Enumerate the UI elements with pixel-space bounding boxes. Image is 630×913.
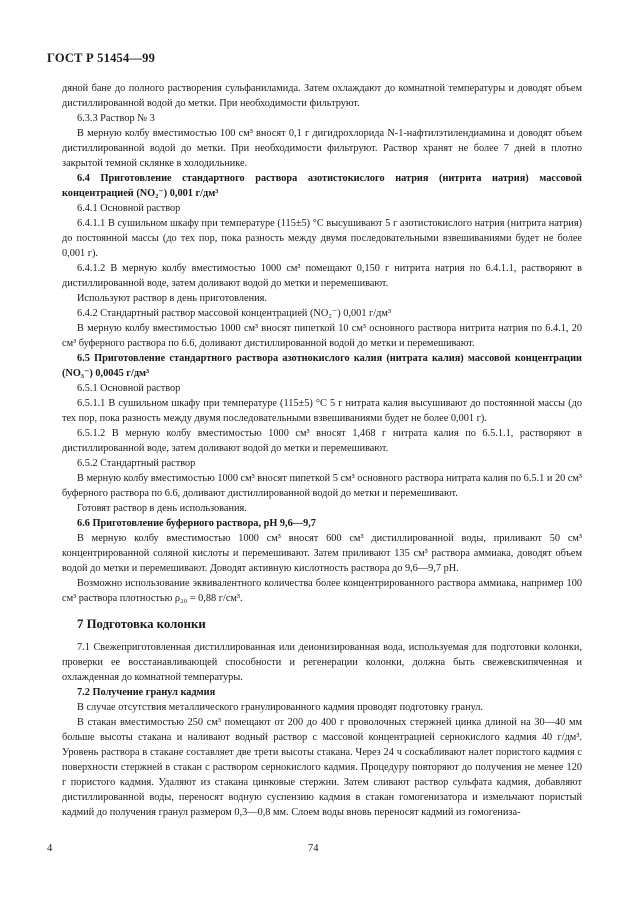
chapter-heading: 7 Подготовка колонки xyxy=(77,617,206,631)
document-body xyxy=(62,81,582,820)
paragraph: Используют раствор в день приготовления. xyxy=(77,293,267,304)
paragraph: В мерную колбу вместимостью 1000 см³ вносят пипеткой 5 см³ основного раствора нитрата калия по 6.5.1 и 20 см³ буферного раствора по 6.6, доливают дистиллированной водой до метки и перемешивают. xyxy=(62,473,582,499)
subsection-title: 6.3.3 Раствор № 3 xyxy=(77,113,155,124)
paragraph: В мерную колбу вместимостью 100 см³ вносят 0,1 г дигидрохлорида N-1-нафтилэтилендиамина и доводят объем дистиллированной водой до метки. При необходимости фильтруют. Раствор хранят не более 7 дней в плотно закрытой темной склянке в холодильнике. xyxy=(62,128,582,169)
paragraph: 6.5.1.2 В мерную колбу вместимостью 1000 см³ вносят 1,468 г нитрата калия по 6.5.1.1, растворяют в дистиллированной воде, затем доливают водой до метки и перемешивают. xyxy=(62,428,582,454)
section-heading: 7.2 Получение гранул кадмия xyxy=(77,687,216,698)
section-heading: 6.5 Приготовление стандартного раствора азотнокислого калия (нитрата калия) массовой концентрации (NO₃⁻) 0,0045 г/дм³ xyxy=(62,353,582,379)
paragraph: В мерную колбу вместимостью 1000 см³ вносят пипеткой 10 см³ основного раствора нитрита натрия по 6.4.1, 20 см³ буферного раствора по 6.6, доливают дистиллированной водой до метки и перемешивают. xyxy=(62,323,582,349)
paragraph: В стакан вместимостью 250 см³ помещают от 200 до 400 г проволочных стержней цинка длиной на 30—40 мм больше высоты стакана и наливают водный раствор с массовой концентрацией сернокислого кадмия 40 г/дм³. Уровень раствора в стакане составляет две трети высоты стакана. Через 24 ч соскабливают налет пористого кадмия с поверхности стержней в стакан с раствором сернокислого кадмия. Процедуру повторяют до получения не менее 120 г пористого кадмия. Удаляют из стакана цинковые стержни. Затем сливают раствор сульфата кадмия, добавляют дистиллированной воды, переносят водную суспензию кадмия в стакан гомогенизатора и измельчают пористый кадмий до получения гранул размером 0,3—0,8 мм. Слоем воды вновь переносят кадмий из гомогениза- xyxy=(62,717,582,818)
subsection-title: 6.5.2 Стандартный раствор xyxy=(77,458,196,469)
paragraph: 6.5.1.1 В сушильном шкафу при температуре (115±5) °С 5 г нитрата калия высушивают до постоянной массы (до тех пор, пока разность между двумя последовательными взвешиваниями будет не более 0,001 г). xyxy=(62,398,582,424)
section-heading: 6.4 Приготовление стандартного раствора азотистокислого натрия (нитрита натрия) массовой концентрацией (NO₂⁻) 0,001 г/дм³ xyxy=(62,173,582,199)
subsection-title: 6.4.1 Основной раствор xyxy=(77,203,181,214)
paragraph: дяной бане до полного растворения сульфаниламида. Затем охлаждают до комнатной температуры и доводят объем дистиллированной водой до метки. При необходимости фильтруют. xyxy=(62,83,582,109)
paragraph: Возможно использование эквивалентного количества более концентрированного раствора аммиака, например 100 см³ раствора плотностью ρ₂₀ = 0,88 г/см³. xyxy=(62,578,582,604)
paragraph: В мерную колбу вместимостью 1000 см³ вносят 600 см³ дистиллированной воды, приливают 50 см³ концентрированной соляной кислоты и перемешивают. Затем приливают 135 см³ раствора аммиака, доводят объем водой до метки и перемешивают. Доводят активную кислотность раствора до 9,6—9,7 pH. xyxy=(62,533,582,574)
paragraph: Готовят раствор в день использования. xyxy=(77,503,247,514)
document-header: ГОСТ Р 51454—99 xyxy=(47,51,156,65)
paragraph: В случае отсутствия металлического гранулированного кадмия проводят подготовку гранул. xyxy=(77,702,483,713)
page-number: 74 xyxy=(308,843,319,854)
paragraph: 6.4.1.1 В сушильном шкафу при температуре (115±5) °С высушивают 5 г азотистокислого натрия (нитрита натрия) до постоянной массы (до тех пор, пока разность между двумя последовательными взвешиваниями будет не более 0,001 г). xyxy=(62,218,582,259)
footer-left-number: 4 xyxy=(47,843,53,854)
paragraph: 7.1 Свежеприготовленная дистиллированная или деионизированная вода, используемая для подготовки колонки, проверки ее восстанавливающей способности и регенерации колонки, должна быть свежевскипяченная и охлажденная до комнатной температуры. xyxy=(62,642,582,683)
paragraph: 6.4.1.2 В мерную колбу вместимостью 1000 см³ помещают 0,150 г нитрита натрия по 6.4.1.1, растворяют в дистиллированной воде, затем доливают водой до метки и перемешивают. xyxy=(62,263,582,289)
subsection-title: 6.5.1 Основной раствор xyxy=(77,383,181,394)
section-heading: 6.6 Приготовление буферного раствора, pH 9,6—9,7 xyxy=(77,518,316,529)
subsection-title: 6.4.2 Стандартный раствор массовой концентрацией (NO₂⁻) 0,001 г/дм³ xyxy=(77,308,391,319)
